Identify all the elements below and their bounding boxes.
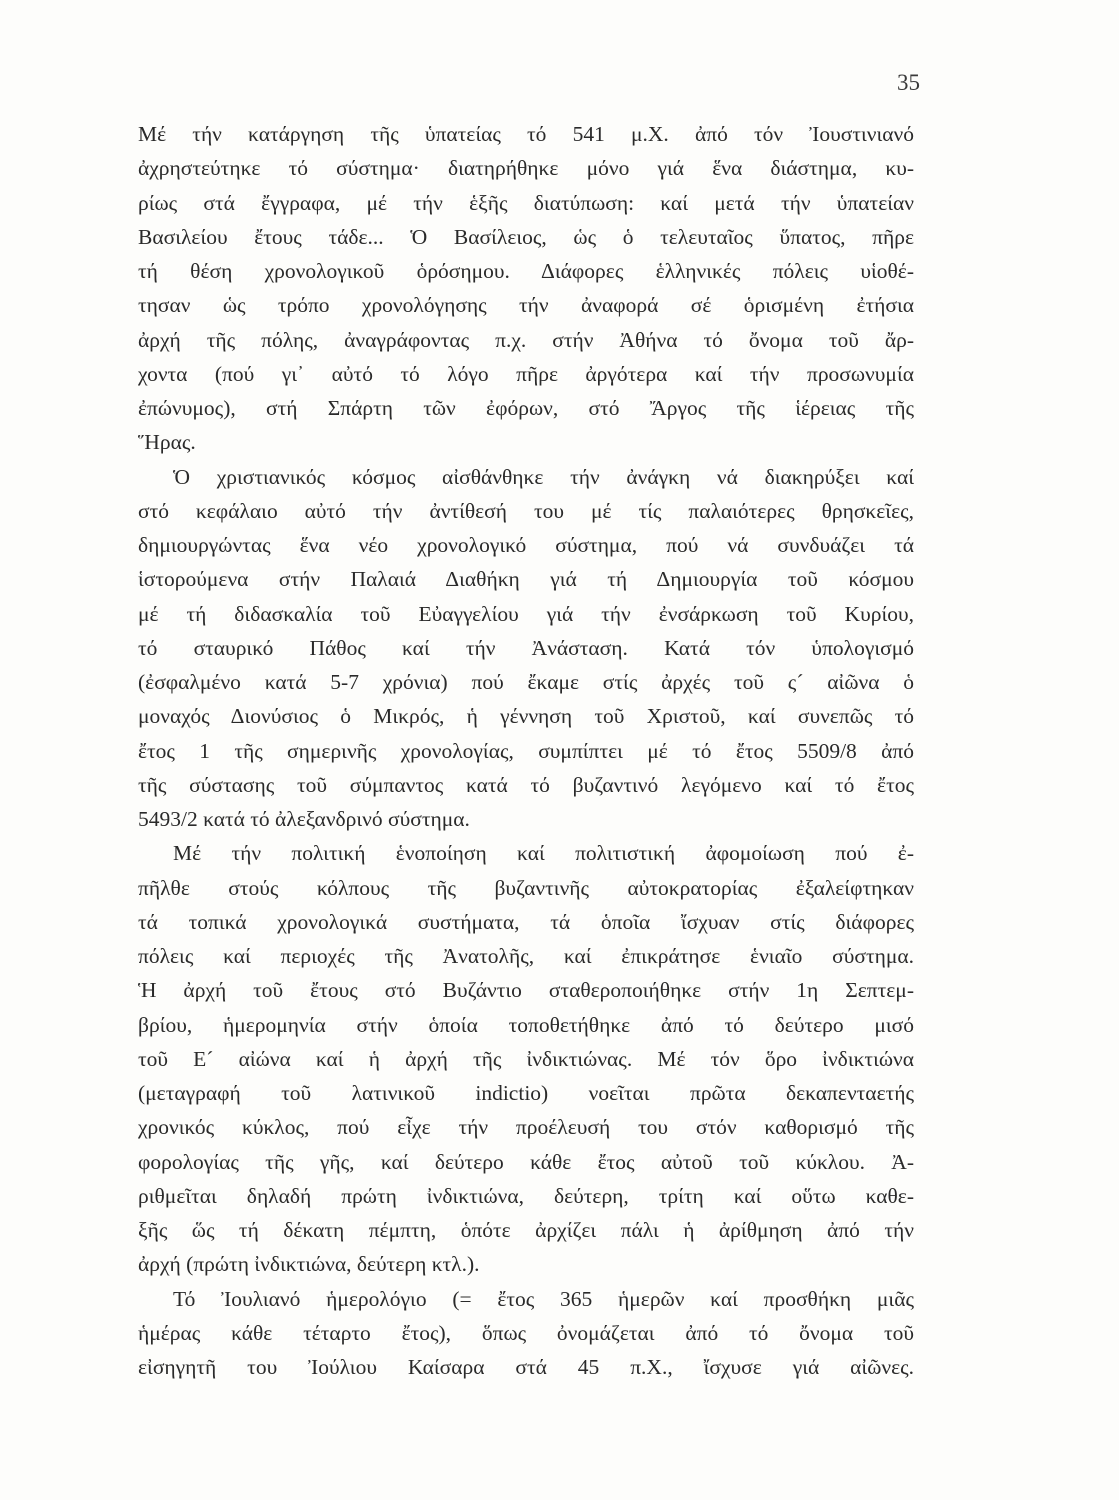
- text-line: χοντα (πού γι᾽ αὐτό τό λόγο πῆρε ἀργότερα καί τήν προσωνυμία: [138, 361, 914, 386]
- text-line: ἱστορούμενα στήν Παλαιά Διαθήκη γιά τή Δημιουργία τοῦ κόσμου: [138, 567, 914, 592]
- text-line: τό σταυρικό Πάθος καί τήν Ἀνάσταση. Κατά τόν ὑπολογισμό: [138, 635, 914, 660]
- text-line: Μέ τήν κατάργηση τῆς ὑπατείας τό 541 μ.Χ. ἀπό τόν Ἰουστινιανό: [138, 122, 914, 146]
- text-line: Τό Ἰουλιανό ἡμερολόγιο (= ἔτος 365 ἡμερῶν καί προσθήκη μιᾶς: [173, 1286, 914, 1311]
- paragraph: [138, 460, 914, 837]
- text-line: ρίως στά ἔγγραφα, μέ τήν ἑξῆς διατύπωση: καί μετά τήν ὑπατείαν: [138, 190, 914, 215]
- paragraph: [138, 836, 914, 1281]
- text-line: εἰσηγητῆ του Ἰούλιου Καίσαρα στά 45 π.Χ., ἴσχυσε γιά αἰῶνες.: [138, 1355, 914, 1379]
- text-line: Μέ τήν πολιτική ἑνοποίηση καί πολιτιστική ἀφομοίωση πού ἐ-: [173, 841, 914, 866]
- text-line: ἐπώνυμος), στή Σπάρτη τῶν ἐφόρων, στό Ἄργος τῆς ἱέρειας τῆς: [138, 396, 914, 420]
- text-line: Ἡ ἀρχή τοῦ ἔτους στό Βυζάντιο σταθεροποιήθηκε στήν 1η Σεπτεμ-: [138, 978, 914, 1003]
- paragraph: [138, 117, 914, 460]
- text-line: μέ τή διδασκαλία τοῦ Εὐαγγελίου γιά τήν ἐνσάρκωση τοῦ Κυρίου,: [138, 601, 914, 626]
- text-line: βρίου, ἡμερομηνία στήν ὁποία τοποθετήθηκε ἀπό τό δεύτερο μισό: [138, 1012, 914, 1037]
- text-line: (ἐσφαλμένο κατά 5-7 χρόνια) πού ἔκαμε στίς ἀρχές τοῦ ς´ αἰῶνα ὁ: [138, 670, 914, 694]
- text-line: ἀχρηστεύτηκε τό σύστημα· διατηρήθηκε μόνο γιά ἕνα διάστημα, κυ-: [138, 156, 914, 181]
- text-line: Βασιλείου ἔτους τάδε... Ὁ Βασίλειος, ὡς ὁ τελευταῖος ὕπατος, πῆρε: [138, 224, 914, 249]
- text-line: (μεταγραφή τοῦ λατινικοῦ indictio) νοεῖται πρῶτα δεκαπενταετής: [138, 1081, 914, 1105]
- paragraph: [138, 1282, 914, 1385]
- text-line: Ἥρας.: [138, 430, 196, 455]
- text-line: τοῦ Ε´ αἰώνα καί ἡ ἀρχή τῆς ἰνδικτιώνας. Μέ τόν ὅρο ἰνδικτιώνα: [138, 1046, 914, 1071]
- text-line: τησαν ὡς τρόπο χρονολόγησης τήν ἀναφορά σέ ὁρισμένη ἐτήσια: [138, 293, 914, 318]
- text-line: ἡμέρας κάθε τέταρτο ἔτος), ὅπως ὀνομάζεται ἀπό τό ὄνομα τοῦ: [138, 1320, 914, 1345]
- text-line: δημιουργώντας ἕνα νέο χρονολογικό σύστημα, πού νά συνδυάζει τά: [138, 533, 914, 557]
- text-line: πῆλθε στούς κόλπους τῆς βυζαντινῆς αὐτοκρατορίας ἐξαλείφτηκαν: [138, 875, 914, 900]
- text-line: ριθμεῖται δηλαδή πρώτη ἰνδικτιώνα, δεύτερη, τρίτη καί οὕτω καθε-: [138, 1183, 914, 1208]
- text-line: ἔτος 1 τῆς σημερινῆς χρονολογίας, συμπίπτει μέ τό ἔτος 5509/8 ἀπό: [138, 738, 914, 763]
- text-line: στό κεφάλαιο αὐτό τήν ἀντίθεσή του μέ τίς παλαιότερες θρησκεῖες,: [138, 498, 914, 523]
- text-line: ἀρχή τῆς πόλης, ἀναγράφοντας π.χ. στήν Ἀθήνα τό ὄνομα τοῦ ἄρ-: [138, 327, 914, 352]
- text-line: πόλεις καί περιοχές τῆς Ἀνατολῆς, καί ἐπικράτησε ἑνιαῖο σύστημα.: [138, 944, 914, 968]
- body-text: [138, 117, 914, 1384]
- text-line: τή θέση χρονολογικοῦ ὁρόσημου. Διάφορες ἑλληνικές πόλεις υἱοθέ-: [138, 259, 914, 283]
- text-line: φορολογίας τῆς γῆς, καί δεύτερο κάθε ἔτος αὐτοῦ τοῦ κύκλου. Ἀ-: [138, 1149, 914, 1174]
- text-line: ἀρχή (πρώτη ἰνδικτιώνα, δεύτερη κτλ.).: [138, 1252, 480, 1277]
- text-line: τῆς σύστασης τοῦ σύμπαντος κατά τό βυζαντινό λεγόμενο καί τό ἔτος: [138, 772, 914, 797]
- text-line: χρονικός κύκλος, πού εἶχε τήν προέλευσή του στόν καθορισμό τῆς: [138, 1115, 914, 1140]
- page-number: 35: [897, 70, 920, 95]
- text-line: ξῆς ὥς τή δέκατη πέμπτη, ὁπότε ἀρχίζει πάλι ἡ ἀρίθμηση ἀπό τήν: [138, 1218, 914, 1242]
- text-line: 5493/2 κατά τό ἀλεξανδρινό σύστημα.: [138, 807, 470, 831]
- text-line: τά τοπικά χρονολογικά συστήματα, τά ὁποῖα ἴσχυαν στίς διάφορες: [138, 909, 914, 934]
- text-line: Ὁ χριστιανικός κόσμος αἰσθάνθηκε τήν ἀνάγκη νά διακηρύξει καί: [173, 464, 914, 489]
- text-line: μοναχός Διονύσιος ὁ Μικρός, ἡ γέννηση τοῦ Χριστοῦ, καί συνεπῶς τό: [138, 704, 914, 729]
